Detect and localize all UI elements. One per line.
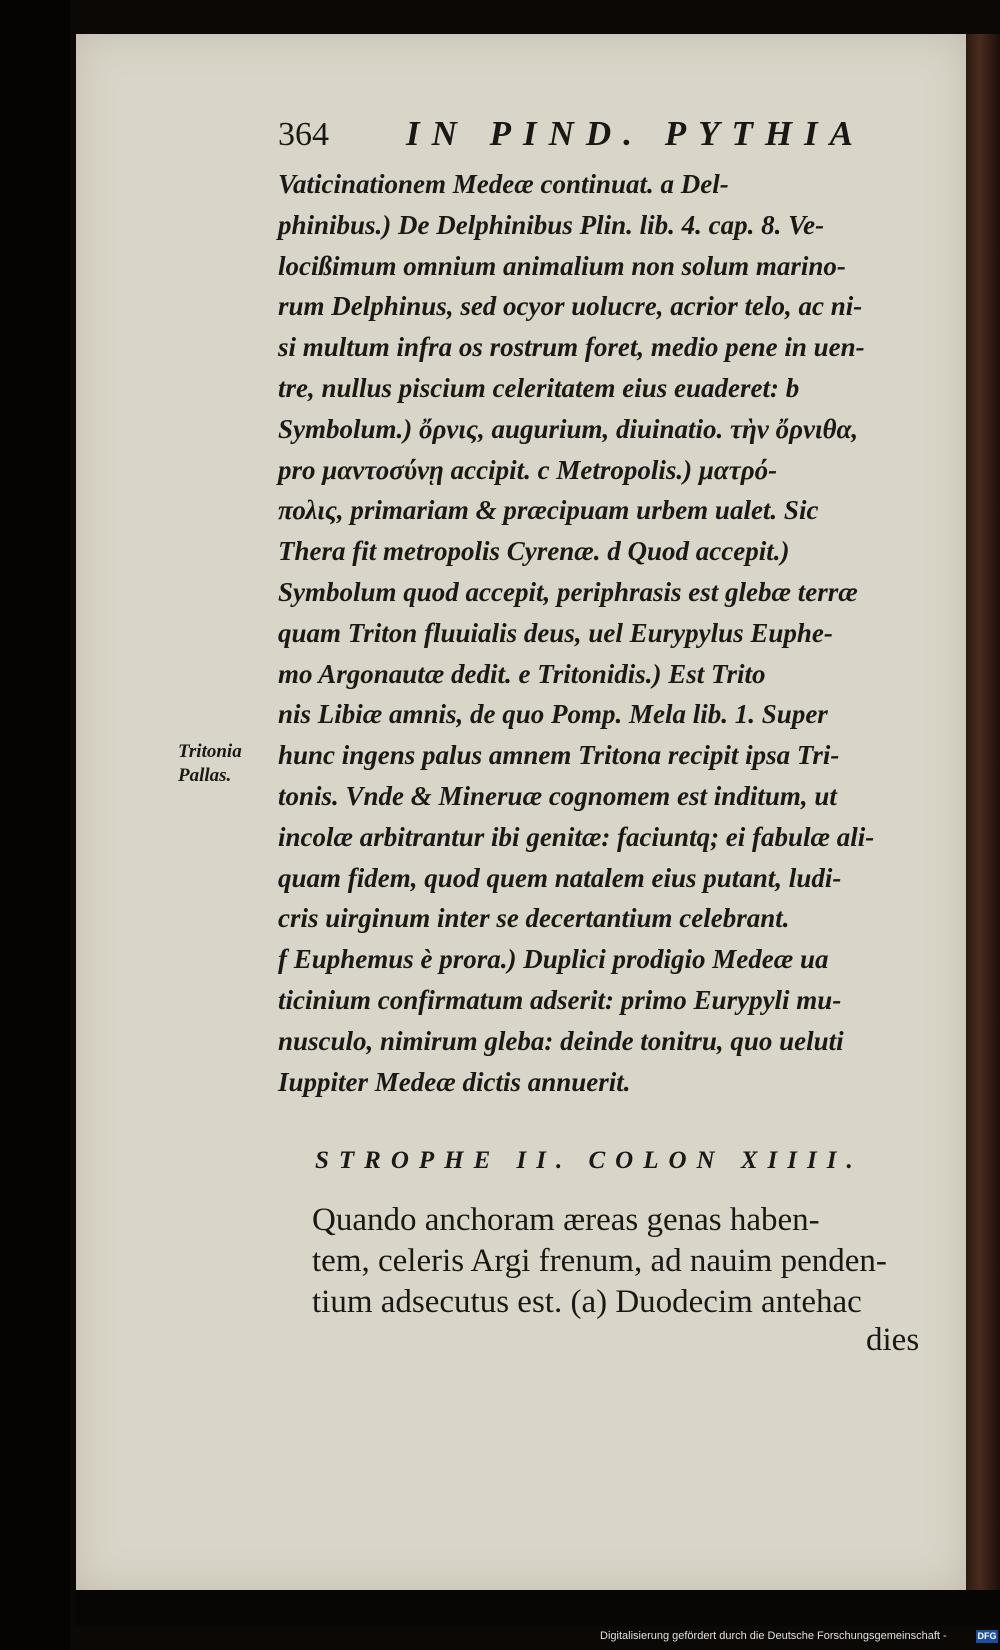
commentary-line: πολις, primariam & præcipuam urbem ualet. Sic: [278, 495, 819, 526]
catchword: dies: [866, 1322, 920, 1358]
commentary-line: tonis. Vnde & Mineruæ cognomem est inditum, ut: [278, 780, 837, 811]
commentary-text: [278, 164, 938, 1102]
commentary-line: nis Libiæ amnis, de quo Pomp. Mela lib. 1. Super: [278, 699, 828, 730]
dfg-logo: DFG: [977, 1631, 997, 1641]
commentary-line: tre, nullus piscium celeritatem eius euaderet: b: [278, 372, 800, 403]
commentary-line: Vaticinationem Medeæ continuat. a Del-: [278, 169, 729, 199]
commentary-line: mo Argonautæ dedit. e Tritonidis.) Est Trito: [278, 658, 766, 689]
commentary-line: Symbolum.) ὄρνις, augurium, diuinatio. τὴν ὄρνιθα,: [278, 413, 859, 444]
commentary-line: pro μαντοσύνῃ accipit. c Metropolis.) ματρό-: [278, 454, 778, 485]
commentary-line: phinibus.) De Delphinibus Plin. lib. 4. cap. 8. Ve-: [278, 209, 825, 240]
commentary-line: Iuppiter Medeæ dictis annuerit.: [278, 1066, 631, 1097]
digitization-note: Digitalisierung gefördert durch die Deutsche Forschungsgemeinschaft -: [600, 1630, 947, 1642]
commentary-line: ticinium confirmatum adserit: primo Eurypyli mu-: [278, 984, 842, 1015]
commentary-line: cris uirginum inter se decertantium celebrant.: [278, 903, 790, 934]
page-header: [278, 112, 898, 162]
commentary-line: nusculo, nimirum gleba: deinde tonitru, quo ueluti: [278, 1025, 844, 1056]
translation-line: Quando anchoram æreas genas haben-: [312, 1202, 820, 1238]
commentary-line: rum Delphinus, sed ocyor uolucre, acrior telo, ac ni-: [278, 291, 863, 322]
commentary-line: si multum infra os rostrum foret, medio pene in uen-: [278, 332, 865, 363]
translation-line: tium adsecutus est. (a) Duodecim antehac: [312, 1284, 862, 1320]
commentary-line: quam fidem, quod quem natalem eius putant, ludi-: [278, 862, 842, 893]
commentary-line: locißimum omnium animalium non solum marino-: [278, 250, 846, 281]
scan-background: [0, 0, 70, 1650]
translation-line: tem, celeris Argi frenum, ad nauim penden-: [312, 1243, 887, 1279]
translation-text: [312, 1200, 942, 1323]
book-edge: [966, 34, 1000, 1624]
margin-note-line: Pallas.: [178, 765, 232, 786]
page-bottom-shadow: [76, 1590, 1000, 1626]
page-number: 364: [278, 116, 329, 153]
margin-note-line: Tritonia: [178, 741, 242, 762]
running-title: IN PIND. PYTHIA: [406, 114, 866, 153]
commentary-line: hunc ingens palus amnem Tritona recipit ipsa Tri-: [278, 740, 840, 771]
commentary-line: Symbolum quod accepit, periphrasis est glebæ terræ: [278, 576, 858, 607]
commentary-line: f Euphemus è prora.) Duplici prodigio Medeæ ua: [278, 944, 829, 975]
margin-note: [178, 740, 278, 788]
section-heading: STROPHE II. COLON XIIII.: [315, 1147, 863, 1174]
commentary-line: incolæ arbitrantur ibi genitæ: faciuntq; ei fabulæ ali-: [278, 821, 875, 852]
commentary-line: quam Triton fluuialis deus, uel Eurypylus Euphe-: [278, 617, 833, 648]
commentary-line: Thera fit metropolis Cyrenæ. d Quod accepit.): [278, 536, 790, 567]
